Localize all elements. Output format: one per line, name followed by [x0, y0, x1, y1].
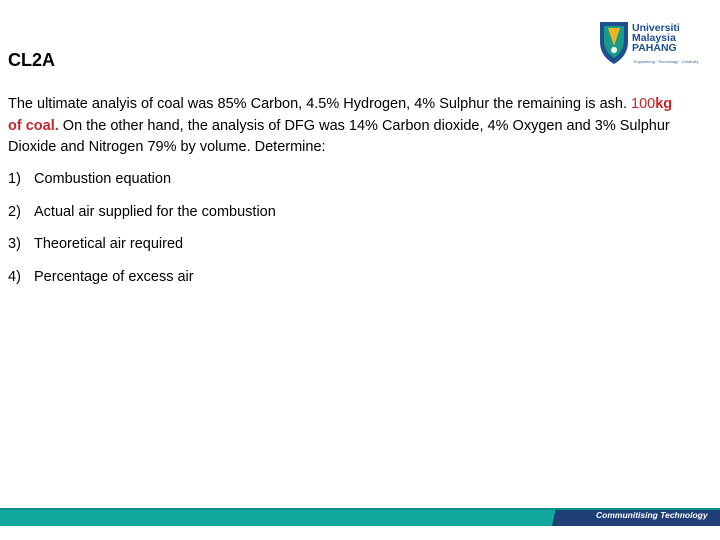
- question-number: 3): [8, 236, 21, 252]
- question-item: [8, 171, 171, 187]
- question-text: Actual air supplied for the combustion: [34, 204, 276, 220]
- question-text: Theoretical air required: [34, 236, 184, 252]
- footer-tagline: Communitising Technology: [596, 510, 708, 520]
- problem-text-part1: The ultimate analyis of coal was 85% Carbon, 4.5% Hydrogen, 4% Sulphur the remaining is ash.: [8, 96, 632, 112]
- logo-tagline: Engineering · Technology · Creativity: [634, 60, 699, 64]
- shield-icon: [598, 20, 632, 66]
- question-item: [8, 269, 194, 285]
- logo-line-malaysia: Malaysia: [632, 32, 676, 44]
- question-number: 2): [8, 204, 21, 220]
- question-number: 4): [8, 269, 21, 285]
- university-logo: [598, 20, 710, 68]
- problem-statement: [8, 94, 688, 159]
- question-text: Percentage of excess air: [34, 269, 194, 285]
- highlight-number: 100: [631, 96, 656, 112]
- problem-text-part2: On the other hand, the analysis of DFG was 14% Carbon dioxide, 4% Oxygen and 3% Sulphur Dioxide and Nitrogen 79% by volume. Determine:: [8, 117, 670, 155]
- question-item: [8, 204, 276, 220]
- slide-title: CL2A: [8, 50, 56, 70]
- question-number: 1): [8, 171, 21, 187]
- question-text: Combustion equation: [34, 171, 172, 187]
- logo-line-universiti: Universiti: [632, 22, 680, 34]
- footer-bar: [0, 508, 720, 526]
- question-item: [8, 236, 183, 252]
- highlight-text: kg of coal.: [8, 96, 673, 134]
- logo-line-pahang: PAHANG: [632, 42, 677, 54]
